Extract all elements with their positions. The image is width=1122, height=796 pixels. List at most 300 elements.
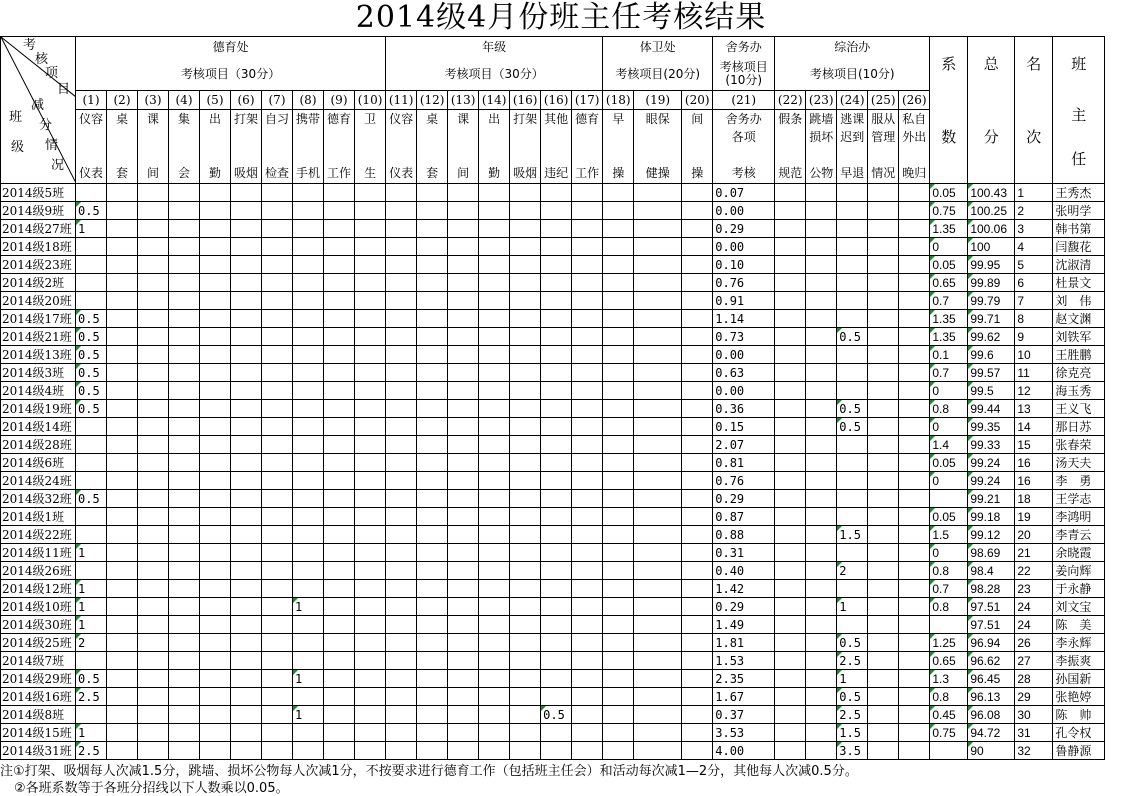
- deduction-cell: 1.5: [837, 724, 868, 742]
- column-header-bottom: 检查: [264, 166, 289, 180]
- deduction-cell: [448, 184, 479, 202]
- deduction-cell: [417, 742, 448, 760]
- column-header-top: 卫: [364, 112, 377, 126]
- deduction-cell: [510, 706, 541, 724]
- coefficient: 1.35: [930, 328, 968, 346]
- deduction-cell: [417, 202, 448, 220]
- group-deyu: 德育处: [76, 37, 386, 58]
- deduction-cell: [572, 490, 603, 508]
- total-score: 99.24: [968, 454, 1015, 472]
- deduction-cell: [355, 742, 386, 760]
- deduction-cell: [572, 238, 603, 256]
- deduction-cell: [262, 526, 293, 544]
- deduction-cell: [682, 328, 713, 346]
- deduction-cell: [138, 238, 169, 256]
- deduction-cell: [448, 616, 479, 634]
- deduction-cell: [200, 220, 231, 238]
- deduction-cell: [479, 472, 510, 490]
- rank: 13: [1015, 400, 1053, 418]
- dorm-score: 0.00: [713, 202, 775, 220]
- deduction-cell: [76, 436, 107, 454]
- class-name: 2014级14班: [1, 418, 76, 436]
- deduction-cell: [682, 670, 713, 688]
- deduction-cell: [479, 274, 510, 292]
- deduction-cell: [324, 580, 355, 598]
- deduction-cell: [634, 580, 682, 598]
- deduction-cell: [510, 598, 541, 616]
- deduction-cell: [324, 436, 355, 454]
- deduction-cell: [231, 688, 262, 706]
- coefficient: 0.7: [930, 580, 968, 598]
- deduction-cell: [572, 364, 603, 382]
- deduction-cell: [634, 706, 682, 724]
- deduction-cell: 0.5: [76, 400, 107, 418]
- deduction-cell: [572, 616, 603, 634]
- deduction-cell: [169, 562, 200, 580]
- deduction-cell: [324, 616, 355, 634]
- class-name: 2014级31班: [1, 742, 76, 760]
- table-row: [1, 580, 1105, 598]
- deduction-cell: [682, 292, 713, 310]
- deduction-cell: [510, 400, 541, 418]
- dorm-score: 0.73: [713, 328, 775, 346]
- dorm-score: 2.07: [713, 436, 775, 454]
- deduction-cell: [634, 202, 682, 220]
- deduction-cell: [417, 382, 448, 400]
- rank: 6: [1015, 274, 1053, 292]
- coefficient: 0.45: [930, 706, 968, 724]
- table-row: [1, 634, 1105, 652]
- total-score: 100.06: [968, 220, 1015, 238]
- deduction-cell: [868, 652, 899, 670]
- deduction-cell: [169, 742, 200, 760]
- class-name: 2014级3班: [1, 364, 76, 382]
- deduction-cell: [138, 310, 169, 328]
- deduction-cell: [386, 346, 417, 364]
- deduction-cell: 1: [293, 670, 324, 688]
- deduction-cell: [448, 598, 479, 616]
- deduction-cell: [775, 418, 806, 436]
- deduction-cell: [572, 724, 603, 742]
- deduction-cell: [603, 310, 634, 328]
- deduction-cell: [899, 688, 930, 706]
- column-header-top: 出: [488, 112, 501, 126]
- column-number: (14): [479, 91, 510, 110]
- deduction-cell: [634, 256, 682, 274]
- deduction-cell: [324, 418, 355, 436]
- deduction-cell: [138, 526, 169, 544]
- deduction-cell: [107, 418, 138, 436]
- deduction-cell: [572, 346, 603, 364]
- column-header-top: 桌: [426, 112, 439, 126]
- deduction-cell: [572, 184, 603, 202]
- deduction-cell: [386, 562, 417, 580]
- class-name: 2014级10班: [1, 598, 76, 616]
- deduction-cell: [76, 238, 107, 256]
- deduction-cell: 0.5: [76, 490, 107, 508]
- note-2: ②各班系数等于各班分招线以下人数乘以0.05。: [14, 781, 289, 796]
- deduction-cell: [200, 634, 231, 652]
- deduction-cell: [107, 472, 138, 490]
- deduction-cell: [603, 346, 634, 364]
- deduction-cell: [775, 184, 806, 202]
- column-number: (12): [417, 91, 448, 110]
- column-header-bottom: 勤: [488, 166, 501, 180]
- deduction-cell: [868, 742, 899, 760]
- deduction-cell: [107, 346, 138, 364]
- deduction-cell: [510, 742, 541, 760]
- deduction-cell: [479, 400, 510, 418]
- deduction-cell: [448, 490, 479, 508]
- column-header-mid: 各项: [731, 130, 756, 144]
- deduction-cell: [262, 364, 293, 382]
- deduction-cell: [572, 580, 603, 598]
- deduction-cell: [572, 220, 603, 238]
- column-header-bottom: 健操: [645, 166, 670, 180]
- total-score: 99.89: [968, 274, 1015, 292]
- deduction-cell: [200, 544, 231, 562]
- deduction-cell: [76, 184, 107, 202]
- dorm-score: 1.53: [713, 652, 775, 670]
- deduction-cell: [417, 562, 448, 580]
- teacher-name: 姜向辉: [1053, 562, 1105, 580]
- dorm-score: 4.00: [713, 742, 775, 760]
- deduction-cell: 0.5: [837, 400, 868, 418]
- deduction-cell: [837, 274, 868, 292]
- column-number: (8): [293, 91, 324, 110]
- deduction-cell: [448, 688, 479, 706]
- deduction-cell: [775, 364, 806, 382]
- table-row: [1, 742, 1105, 760]
- deduction-cell: [386, 742, 417, 760]
- deduction-cell: [572, 400, 603, 418]
- table-row: [1, 346, 1105, 364]
- deduction-cell: [138, 292, 169, 310]
- deduction-cell: [293, 616, 324, 634]
- column-header-bottom: 会: [177, 166, 190, 180]
- coefficient: 0.8: [930, 400, 968, 418]
- column-header-top: 早: [612, 112, 625, 126]
- deduction-cell: [262, 652, 293, 670]
- deduction-cell: [169, 724, 200, 742]
- dorm-score: 0.10: [713, 256, 775, 274]
- deduction-cell: 2.5: [76, 688, 107, 706]
- deduction-cell: [231, 490, 262, 508]
- deduction-cell: [806, 706, 837, 724]
- deduction-cell: [682, 472, 713, 490]
- page-title: 2014级4月份班主任考核结果: [355, 0, 767, 35]
- teacher-name: 汤天夫: [1053, 454, 1105, 472]
- dorm-score: 0.37: [713, 706, 775, 724]
- column-header-mid: 损坏: [809, 130, 834, 144]
- deduction-cell: [262, 490, 293, 508]
- deduction-cell: [837, 220, 868, 238]
- deduction-cell: [293, 328, 324, 346]
- deduction-cell: [682, 202, 713, 220]
- deduction-cell: [293, 508, 324, 526]
- deduction-cell: [324, 256, 355, 274]
- deduction-cell: [603, 202, 634, 220]
- column-number: (10): [355, 91, 386, 110]
- table-row: [1, 400, 1105, 418]
- deduction-cell: [479, 742, 510, 760]
- deduction-cell: 1: [76, 724, 107, 742]
- deduction-cell: [107, 688, 138, 706]
- deduction-cell: [899, 652, 930, 670]
- deduction-cell: [806, 562, 837, 580]
- deduction-cell: 1: [293, 706, 324, 724]
- deduction-cell: [634, 526, 682, 544]
- deduction-cell: [682, 418, 713, 436]
- deduction-cell: [107, 400, 138, 418]
- total-score: 96.45: [968, 670, 1015, 688]
- deduction-cell: [169, 418, 200, 436]
- deduction-cell: [293, 256, 324, 274]
- deduction-cell: [806, 364, 837, 382]
- deduction-cell: [107, 292, 138, 310]
- rank: 23: [1015, 580, 1053, 598]
- column-header-top: 眼保: [645, 112, 670, 126]
- column-header: [169, 110, 200, 184]
- deduction-cell: [775, 238, 806, 256]
- deduction-cell: [899, 256, 930, 274]
- deduction-cell: [169, 652, 200, 670]
- deduction-cell: [200, 418, 231, 436]
- column-number: (5): [200, 91, 231, 110]
- deduction-cell: [572, 382, 603, 400]
- deduction-cell: [868, 634, 899, 652]
- deduction-cell: [899, 328, 930, 346]
- deduction-cell: [837, 544, 868, 562]
- column-header-top: 逃课: [840, 112, 865, 126]
- deduction-cell: [634, 400, 682, 418]
- deduction-cell: 1: [76, 544, 107, 562]
- total-score: 99.62: [968, 328, 1015, 346]
- total-score: 99.6: [968, 346, 1015, 364]
- column-header-bottom: 工作: [326, 166, 351, 180]
- deduction-cell: [76, 274, 107, 292]
- deduction-cell: [603, 742, 634, 760]
- deduction-cell: [169, 184, 200, 202]
- deduction-cell: [541, 580, 572, 598]
- deduction-cell: [107, 238, 138, 256]
- teacher-name: 王义飞: [1053, 400, 1105, 418]
- column-header: [324, 110, 355, 184]
- table-row: [1, 598, 1105, 616]
- deduction-cell: [448, 328, 479, 346]
- group-nianji: 年级: [386, 37, 603, 58]
- column-number: (16): [510, 91, 541, 110]
- deduction-cell: [775, 706, 806, 724]
- deduction-cell: 2: [837, 562, 868, 580]
- teacher-name: 赵文渊: [1053, 310, 1105, 328]
- deduction-cell: [899, 220, 930, 238]
- column-header: [107, 110, 138, 184]
- deduction-cell: [479, 328, 510, 346]
- deduction-cell: [479, 184, 510, 202]
- total-score: 99.44: [968, 400, 1015, 418]
- deduction-cell: [293, 274, 324, 292]
- column-header-bottom: 吸烟: [513, 166, 538, 180]
- deduction-cell: [775, 328, 806, 346]
- deduction-cell: [324, 742, 355, 760]
- deduction-cell: [479, 706, 510, 724]
- deduction-cell: [899, 292, 930, 310]
- deduction-cell: [138, 346, 169, 364]
- deduction-cell: [231, 742, 262, 760]
- deduction-cell: [169, 454, 200, 472]
- deduction-cell: [572, 598, 603, 616]
- deduction-cell: [138, 400, 169, 418]
- deduction-cell: [231, 346, 262, 364]
- deduction-cell: [169, 364, 200, 382]
- deduction-cell: [806, 184, 837, 202]
- deduction-cell: [386, 454, 417, 472]
- deduction-cell: [634, 292, 682, 310]
- deduction-cell: [262, 742, 293, 760]
- deduction-cell: [262, 202, 293, 220]
- column-header: [806, 110, 837, 184]
- deduction-cell: [262, 616, 293, 634]
- group-zongzhi: 综治办: [775, 37, 930, 58]
- class-name: 2014级22班: [1, 526, 76, 544]
- total-header: 总: [968, 37, 1015, 91]
- deduction-cell: [541, 724, 572, 742]
- deduction-cell: [775, 274, 806, 292]
- deduction-cell: [448, 562, 479, 580]
- deduction-cell: [417, 508, 448, 526]
- column-header: [868, 110, 899, 184]
- teacher-name: 张艳婷: [1053, 688, 1105, 706]
- deduction-cell: [293, 292, 324, 310]
- deduction-cell: [417, 652, 448, 670]
- deduction-cell: [355, 526, 386, 544]
- deduction-cell: [169, 490, 200, 508]
- deduction-cell: [603, 688, 634, 706]
- deduction-cell: [510, 580, 541, 598]
- deduction-cell: [200, 706, 231, 724]
- class-name: 2014级7班: [1, 652, 76, 670]
- deduction-cell: [355, 634, 386, 652]
- deduction-cell: [169, 526, 200, 544]
- deduction-cell: [837, 256, 868, 274]
- deduction-cell: [355, 490, 386, 508]
- table-row: [1, 418, 1105, 436]
- deduction-cell: [355, 328, 386, 346]
- column-header-mid: 管理: [871, 130, 896, 144]
- deduction-cell: [775, 598, 806, 616]
- deduction-cell: [775, 688, 806, 706]
- deduction-cell: [386, 670, 417, 688]
- deduction-cell: [572, 310, 603, 328]
- deduction-cell: [200, 490, 231, 508]
- deduction-cell: [572, 688, 603, 706]
- table-row: [1, 490, 1105, 508]
- deduction-cell: [386, 490, 417, 508]
- deduction-cell: [806, 418, 837, 436]
- deduction-cell: [324, 652, 355, 670]
- coefficient: 1.5: [930, 526, 968, 544]
- deduction-cell: [806, 274, 837, 292]
- deduction-cell: [107, 274, 138, 292]
- deduction-cell: [138, 184, 169, 202]
- column-header: [76, 110, 107, 184]
- deduction-cell: [448, 436, 479, 454]
- deduction-cell: [510, 670, 541, 688]
- deduction-cell: [806, 310, 837, 328]
- deduction-cell: [682, 256, 713, 274]
- deduction-cell: [806, 634, 837, 652]
- deduction-cell: [479, 670, 510, 688]
- table-row: [1, 562, 1105, 580]
- deduction-cell: [107, 526, 138, 544]
- deduction-cell: [806, 616, 837, 634]
- column-number: (19): [634, 91, 682, 110]
- rank: 1: [1015, 184, 1053, 202]
- deduction-cell: [837, 310, 868, 328]
- deduction-cell: [510, 724, 541, 742]
- deduction-cell: [510, 238, 541, 256]
- deduction-cell: [634, 436, 682, 454]
- table-row: [1, 256, 1105, 274]
- dorm-score: 1.49: [713, 616, 775, 634]
- deduction-cell: [510, 562, 541, 580]
- deduction-cell: [262, 184, 293, 202]
- deduction-cell: [386, 220, 417, 238]
- deduction-cell: [479, 292, 510, 310]
- shewu-items-line: 考核项目: [719, 59, 768, 74]
- teacher-name: 孔令权: [1053, 724, 1105, 742]
- deduction-cell: [262, 382, 293, 400]
- deduction-cell: [510, 256, 541, 274]
- deduction-cell: [355, 706, 386, 724]
- column-header-bottom: 情况: [871, 166, 896, 180]
- deduction-cell: [479, 508, 510, 526]
- deduction-cell: [169, 382, 200, 400]
- deduction-cell: [510, 526, 541, 544]
- deduction-cell: [603, 724, 634, 742]
- total-score: 99.95: [968, 256, 1015, 274]
- deduction-cell: [355, 202, 386, 220]
- deduction-cell: [682, 184, 713, 202]
- deduction-cell: [775, 580, 806, 598]
- deduction-cell: [417, 274, 448, 292]
- teacher-name: 沈淑清: [1053, 256, 1105, 274]
- deduction-cell: [386, 310, 417, 328]
- deduction-cell: [603, 238, 634, 256]
- deduction-cell: [169, 400, 200, 418]
- table-row: [1, 274, 1105, 292]
- column-number: (7): [262, 91, 293, 110]
- deduction-cell: [541, 418, 572, 436]
- rank-header-2: 次: [1015, 91, 1053, 184]
- coefficient: [930, 490, 968, 508]
- deduction-cell: [293, 400, 324, 418]
- deduction-cell: [417, 400, 448, 418]
- deduction-cell: [837, 364, 868, 382]
- deduction-cell: [169, 328, 200, 346]
- deduction-cell: [479, 616, 510, 634]
- class-name: 2014级27班: [1, 220, 76, 238]
- deduction-cell: [293, 364, 324, 382]
- deduction-cell: [899, 346, 930, 364]
- column-number: (17): [572, 91, 603, 110]
- rank: 4: [1015, 238, 1053, 256]
- total-score: 99.79: [968, 292, 1015, 310]
- column-header-bottom: 仪表: [78, 166, 103, 180]
- deduction-cell: [572, 562, 603, 580]
- coef-header-2: 数: [930, 91, 968, 184]
